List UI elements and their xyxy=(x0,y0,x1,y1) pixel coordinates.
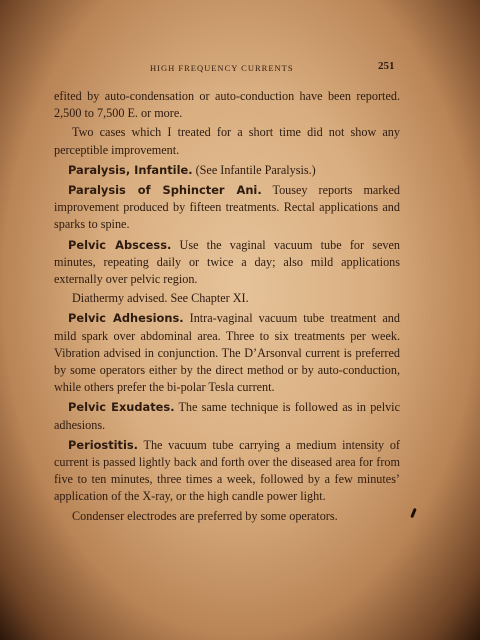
entry-term: Paralysis of Sphincter Ani. xyxy=(68,183,262,198)
entry-text: Use the vaginal vacuum tube for seven minutes, repeating daily or twice a day; also mild applications externally over pelvic region. xyxy=(54,237,400,287)
paragraph-two-cases: Two cases which I treated for a short time did not show any perceptible improvement. xyxy=(54,125,400,157)
paragraph-diathermy: Diathermy advised. See Chapter XI. xyxy=(72,291,249,306)
entry-pelvic-adhesions xyxy=(54,310,400,396)
entry-term: Pelvic Exudates. xyxy=(68,400,175,415)
entry-text: (See Infantile Paralysis.) xyxy=(192,162,316,177)
entry-term: Pelvic Adhesions. xyxy=(68,311,184,326)
page-number: 251 xyxy=(378,60,395,72)
entry-paralysis-infantile xyxy=(54,162,400,179)
entry-text: Tousey reports marked improvement produced by fifteen treatments. Rectal applications and sparks to spine. xyxy=(54,183,400,232)
entry-term: Paralysis, Infantile. xyxy=(68,162,193,177)
running-header: HIGH FREQUENCY CURRENTS xyxy=(150,63,294,73)
entry-periostitis xyxy=(54,437,400,506)
paragraph-condenser: Condenser electrodes are preferred by some operators. xyxy=(72,508,338,523)
entry-paralysis-sphincter-ani xyxy=(54,182,400,234)
ink-mark xyxy=(410,508,417,518)
page-body xyxy=(54,88,400,527)
entry-text: The vacuum tube carrying a medium intensity of current is passed lightly back and forth over the diseased area for from five to ten minutes, three times a week, followed by a few minutes’ application of the X-ray, or the high candle power light. xyxy=(54,437,400,504)
entry-pelvic-exudates xyxy=(54,399,400,433)
entry-text: The same technique is followed as in pelvic adhesions. xyxy=(54,400,400,432)
paragraph-continuation: efited by auto-condensation or auto-conduction have been reported. 2,500 to 7,500 E. or more. xyxy=(54,89,400,121)
entry-term: Pelvic Abscess. xyxy=(68,237,172,252)
entry-term: Periostitis. xyxy=(68,437,139,452)
entry-text: Intra-vaginal vacuum tube treatment and mild spark over abdominal area. Three to six treatments per week. Vibration advised in conjunction. The D’Arsonval current is preferred by some operators either by the direct method or by auto-conduction, while others prefer the bi-polar Tesla current. xyxy=(54,311,400,395)
entry-pelvic-abscess xyxy=(54,237,400,289)
